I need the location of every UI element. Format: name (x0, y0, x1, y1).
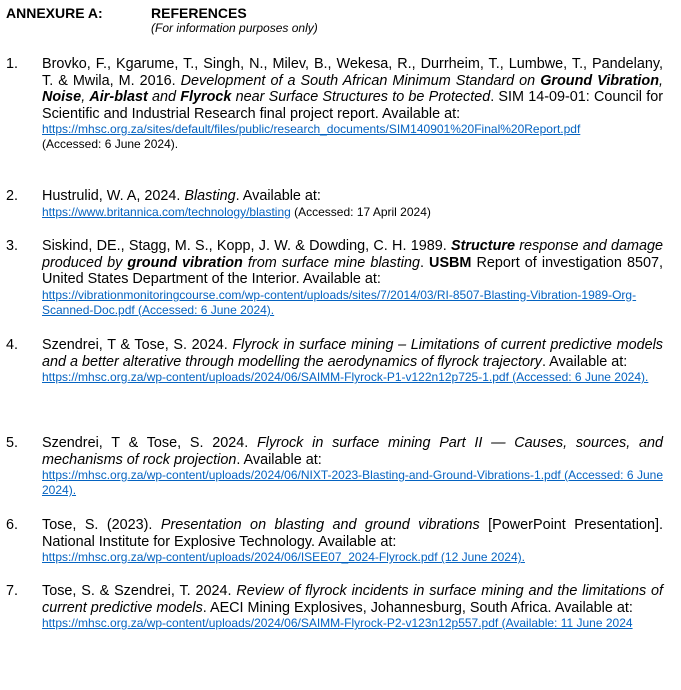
annexure-label: ANNEXURE A: (6, 5, 103, 21)
reference-details: . AECI Mining Explosives, Johannesburg, South Africa. Available at: (202, 599, 633, 616)
reference-number: 6. (6, 517, 19, 533)
reference-publisher-bold: USBM (429, 254, 472, 271)
reference-authors: Tose, S. (2023). (42, 517, 161, 533)
reference-number: 2. (6, 188, 19, 204)
reference-number: 1. (6, 56, 19, 72)
reference-number: 7. (6, 583, 19, 599)
reference-title: Blasting (184, 188, 236, 204)
reference-title-bold: Ground Vibration (540, 72, 660, 89)
reference-title-part: from surface mine blasting (242, 254, 420, 271)
reference-authors: Hustrulid, W. A, 2024. (42, 188, 185, 204)
reference-link[interactable]: https://mhsc.org.za/wp-content/uploads/2024/06/SAIMM-Flyrock-P2-v123n12p557.pdf (Available: 11 June 2024 (42, 616, 633, 630)
reference-title-bold: ground vibration (127, 254, 243, 271)
reference-text (42, 583, 663, 631)
reference-link[interactable]: https://mhsc.org.za/wp-content/uploads/2024/06/ISEE07_2024-Flyrock.pdf (12 June 2024). (42, 550, 525, 564)
reference-details: . Available at: (236, 451, 322, 468)
reference-title-part: , (659, 72, 664, 89)
reference-details: . SIM 14-09-01: Council for Scientific and Industrial Research final project report. Available at: (42, 89, 663, 122)
reference-authors: Brovko, F., Kgarume, T., Singh, N., Milev, B., Wekesa, R., Durrheim, T., Lumbwe, T., Pandelany, T. & Mwila, M. 2016. (42, 56, 663, 89)
reference-link[interactable]: https://mhsc.org.za/wp-content/uploads/2024/06/NIXT-2023-Blasting-and-Ground-Vibrations-1.pdf (Accessed: 6 June 2024). (42, 468, 663, 497)
reference-details: [PowerPoint Presentation]. National Institute for Explosive Technology. Available at: (42, 517, 663, 550)
reference-number: 3. (6, 238, 19, 254)
references-subtitle: (For information purposes only) (151, 21, 318, 35)
reference-accessed: (Accessed: 17 April 2024) (290, 204, 431, 219)
reference-title-part: , (81, 89, 90, 105)
reference-number: 4. (6, 337, 19, 353)
reference-title-part: near Surface Structures to be Protected (231, 89, 491, 105)
reference-title-part: and (147, 89, 181, 105)
reference-authors: Szendrei, T & Tose, S. 2024. (42, 435, 257, 451)
reference-title-bold: Structure (451, 238, 515, 254)
reference-title-bold: Flyrock (180, 89, 232, 105)
reference-title-part: Development of a South African Minimum Standard on (180, 72, 541, 89)
reference-title: Flyrock in surface mining Part II — Causes, sources, and mechanisms of rock projection (42, 435, 663, 468)
reference-number: 5. (6, 435, 19, 451)
reference-text (42, 337, 663, 385)
reference-text: Siskind, DE., Stagg, M. S., Kopp, J. W. & Dowding, C. H. 1989. Structure response and damage produced by ground vibration from surface mine blasting. USBM Report of investigation 8507, United States Department of the Interior. Available at: https://vibrationmonitoringcourse.com/wp-content/uploads/sites/7/2014/03/RI-8507-Blasting-Vibration-1989-Org-Scanned-Doc.pdf (Accessed: 6 June 2024). (42, 238, 663, 317)
reference-link[interactable]: https://mhsc.org.za/wp-content/uploads/2024/06/SAIMM-Flyrock-P1-v122n12p725-1.pdf (Accessed: 6 June 2024). (42, 370, 649, 384)
reference-link[interactable]: https://vibrationmonitoringcourse.com/wp-content/uploads/sites/7/2014/03/RI-8507-Blasting-Vibration-1989-Org-Scanned-Doc.pdf (Accessed: 6 June 2024). (42, 287, 637, 317)
reference-link[interactable]: https://mhsc.org.za/sites/default/files/public/research_documents/SIM140901%20Final%20Report.pdf (42, 122, 581, 136)
reference-authors: Siskind, DE., Stagg, M. S., Kopp, J. W. & Dowding, C. H. 1989. (42, 238, 451, 254)
reference-authors: Szendrei, T & Tose, S. 2024. (42, 337, 233, 353)
reference-link[interactable]: https://www.britannica.com/technology/blasting (42, 204, 291, 219)
reference-title-part: response and damage produced by (42, 238, 663, 271)
reference-details: . Available at: (541, 353, 628, 370)
reference-authors: Tose, S. & Szendrei, T. 2024. (42, 583, 237, 599)
reference-title: Review of flyrock incidents in surface mining and the limitations of current predictive models (42, 583, 663, 616)
reference-text (42, 56, 663, 152)
reference-title: Presentation on blasting and ground vibrations (160, 517, 480, 533)
reference-title-bold: Air-blast (89, 89, 148, 105)
reference-text (42, 188, 663, 220)
references-heading: REFERENCES (151, 5, 247, 21)
reference-details: . Available at: (235, 188, 321, 204)
reference-title: Flyrock in surface mining – Limitations of current predictive models and a better alterative through modelling the aerodynamics of flyrock trajectory (42, 337, 663, 370)
reference-text (42, 435, 663, 498)
reference-text (42, 517, 663, 565)
reference-title-bold: Noise (42, 89, 82, 105)
reference-details: Report of investigation 8507, United States Department of the Interior. Available at: (42, 254, 663, 287)
reference-accessed: (Accessed: 6 June 2024). (42, 137, 179, 151)
